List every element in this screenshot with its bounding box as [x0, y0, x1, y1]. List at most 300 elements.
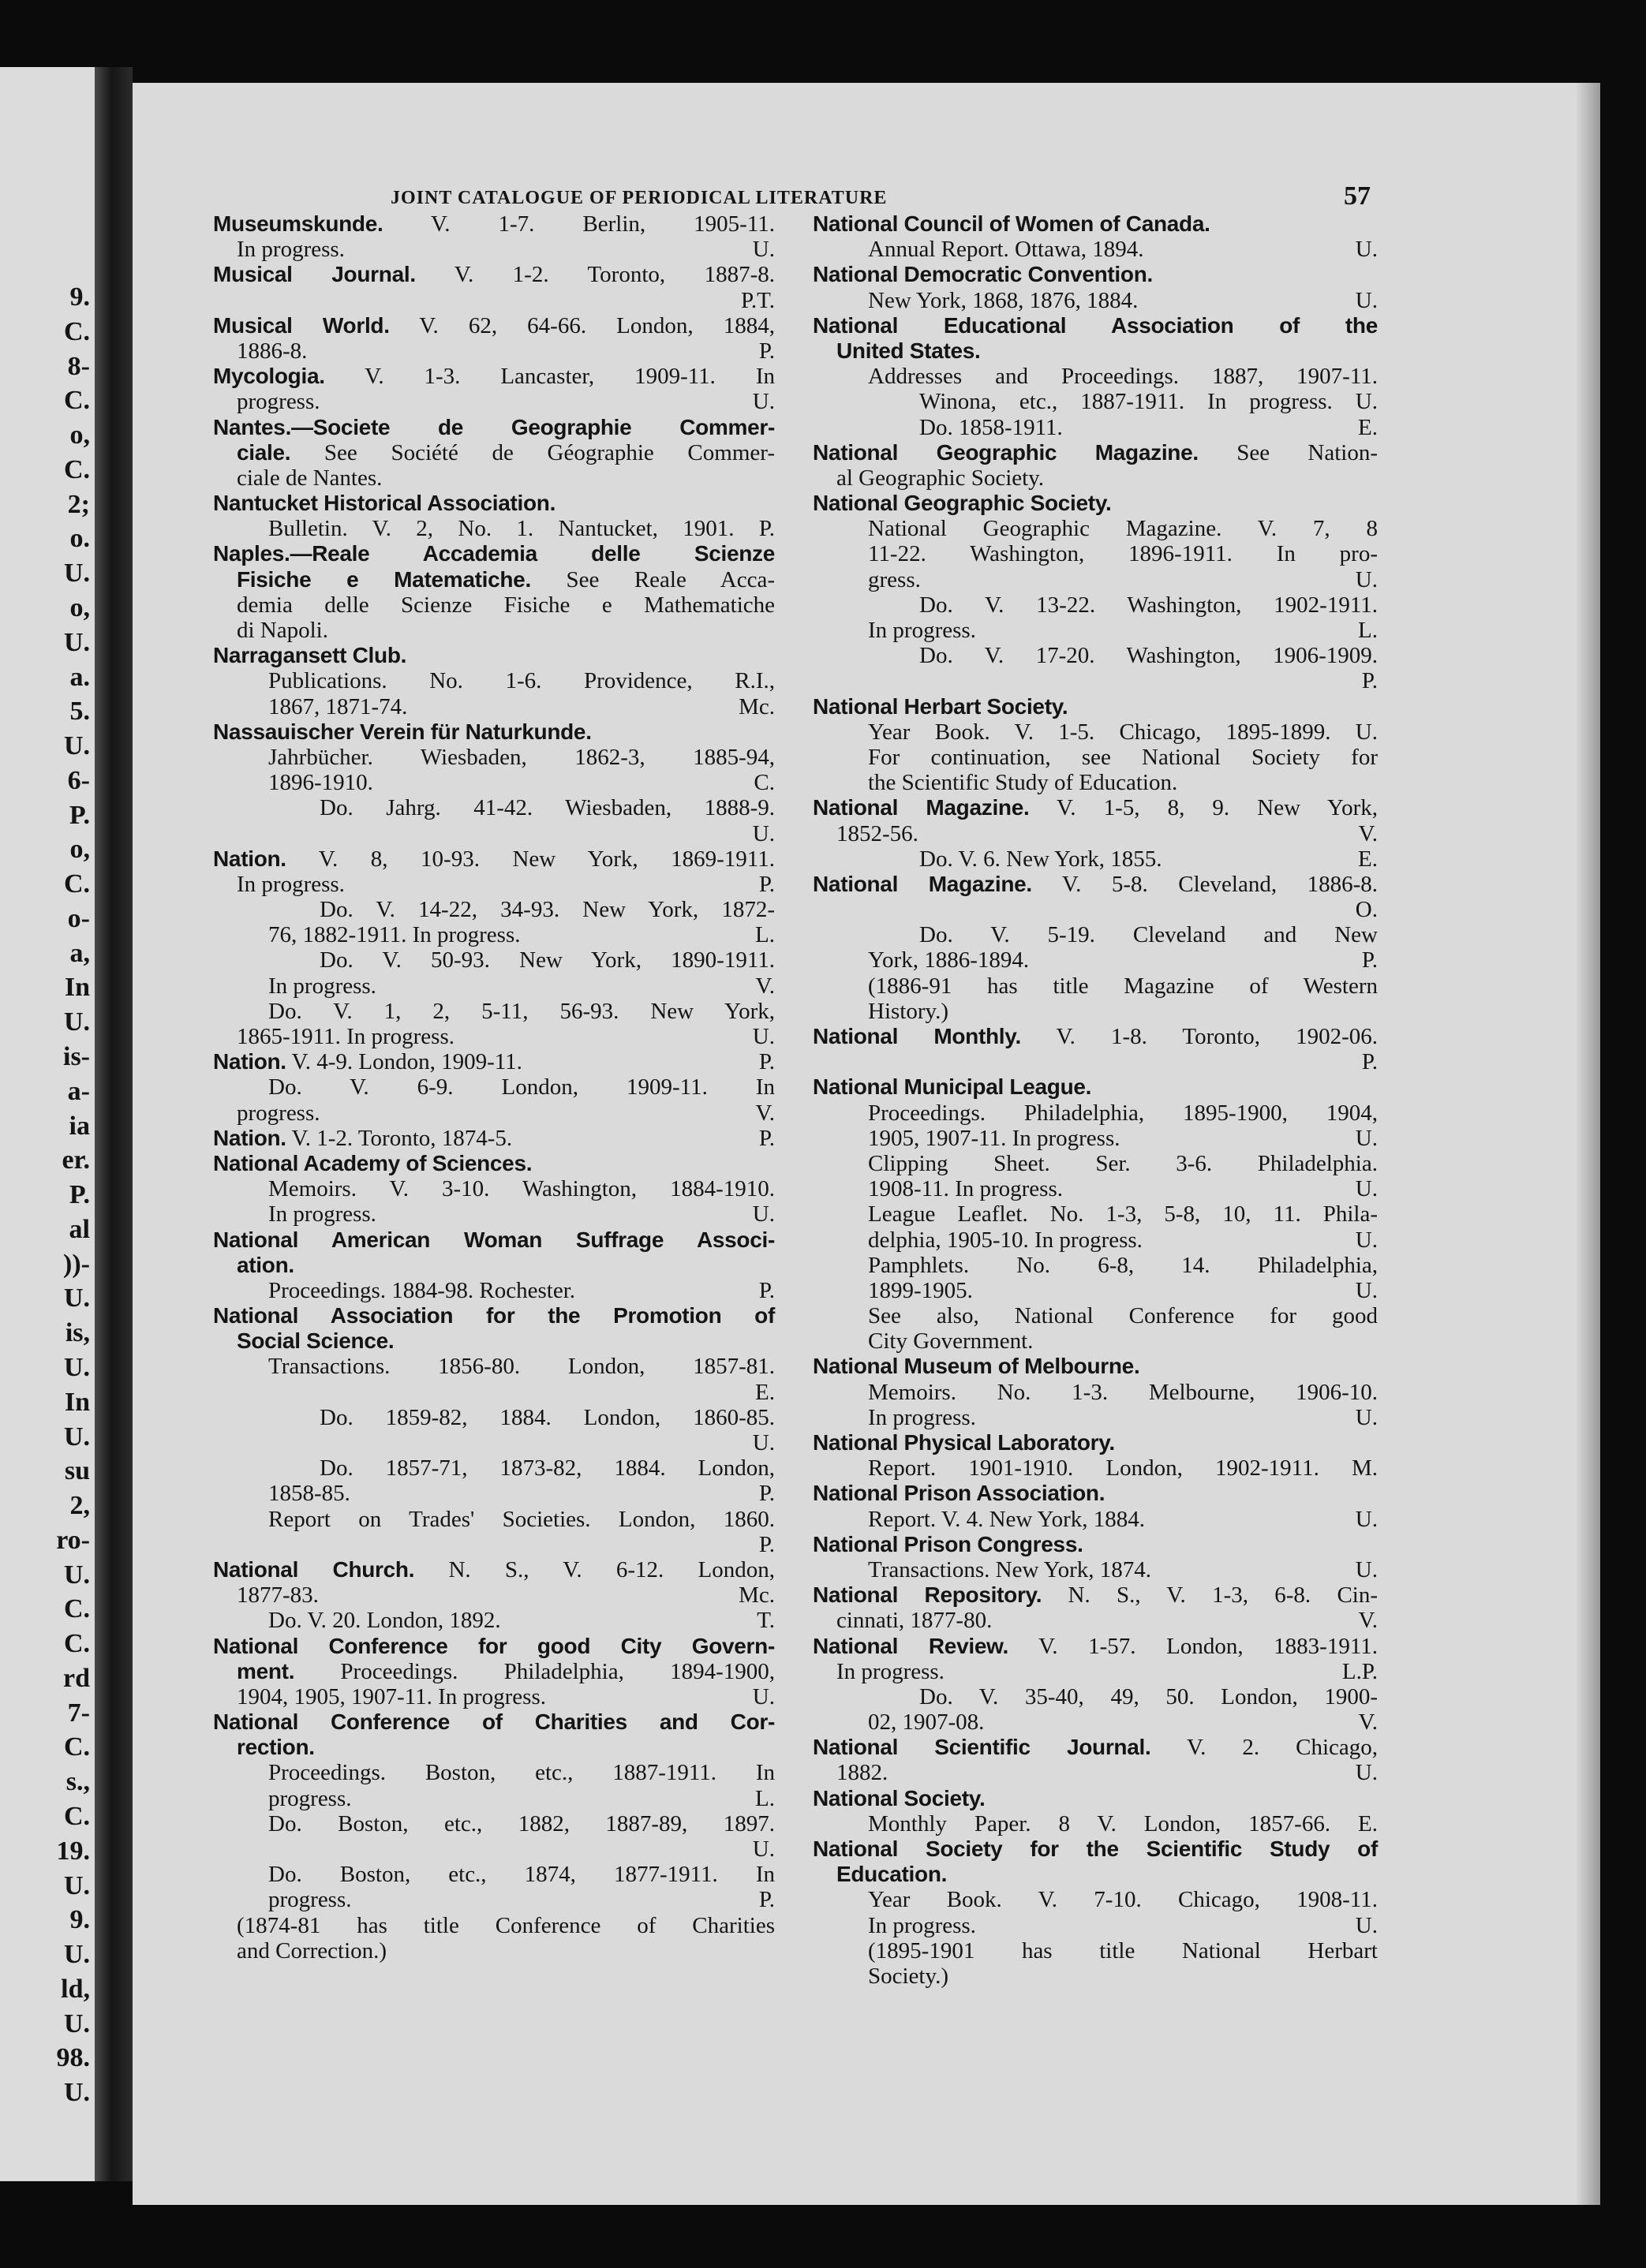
margin-fragment: 2; — [67, 489, 90, 519]
entry-heading: Nation. — [213, 846, 286, 871]
entry-detail: In progress. — [868, 618, 976, 643]
entry-text — [213, 719, 592, 745]
entry-text — [237, 1582, 319, 1608]
entry-detail: York, 1886-1894. — [868, 947, 1030, 973]
entry-detail: Do. V. 35-40, 49, 50. London, 1900- — [919, 1683, 1378, 1709]
entry-detail: 11-22. Washington, 1896-1911. In pro- — [868, 541, 1378, 567]
entry-line — [813, 1278, 1378, 1303]
entry-line — [813, 237, 1378, 262]
entry-line — [213, 491, 775, 516]
entry-line — [213, 1481, 775, 1506]
entry-text — [868, 1507, 1145, 1532]
entry-heading: United States. — [836, 338, 981, 363]
entry-detail: Do. V. 5-19. Cleveland and New — [919, 922, 1378, 948]
library-code: U. — [1355, 1912, 1378, 1938]
entry-detail: 1882. — [836, 1760, 888, 1786]
entry-text — [268, 668, 775, 693]
margin-fragment: U. — [63, 1007, 90, 1037]
entry-line — [813, 1634, 1378, 1659]
entry-text — [868, 1227, 1143, 1253]
entry-line — [813, 288, 1378, 313]
library-code: U. — [752, 1836, 775, 1862]
entry-line — [213, 1507, 775, 1532]
library-code: P.T. — [741, 287, 775, 313]
entry-detail: Jahrbücher. Wiesbaden, 1862-3, 1885-94, — [268, 744, 775, 770]
library-code: L. — [755, 922, 775, 948]
entry-detail: V. 8, 10-93. New York, 1869-1911. — [286, 846, 775, 872]
entry-text — [836, 1760, 888, 1785]
entry-line — [813, 592, 1378, 618]
entry-text — [320, 897, 775, 922]
margin-fragment: o- — [67, 903, 90, 933]
margin-fragment: rd — [63, 1663, 90, 1693]
entry-line — [213, 338, 775, 364]
entry-text — [868, 541, 1378, 566]
entry-detail: Do. V. 1, 2, 5-11, 56-93. New York, — [268, 998, 775, 1024]
entry-line — [813, 516, 1378, 541]
library-code: V. — [1358, 1709, 1378, 1736]
entry-detail: Year Book. V. 7-10. Chicago, 1908-11. — [868, 1887, 1378, 1913]
entry-text — [919, 592, 1378, 618]
entry-line — [213, 1862, 775, 1887]
margin-fragment: U. — [63, 1560, 90, 1590]
entry-text — [868, 516, 1378, 541]
entry-line — [813, 1481, 1378, 1506]
entry-text — [868, 288, 1138, 313]
entry-heading: National Physical Laboratory. — [813, 1430, 1115, 1455]
entry-line — [813, 1709, 1378, 1735]
entry-text — [868, 1303, 1378, 1328]
entry-text — [237, 1684, 546, 1709]
entry-text — [268, 1887, 352, 1912]
entry-text — [213, 541, 775, 566]
entry-detail: V. 1-7. Berlin, 1905-11. — [383, 211, 775, 237]
entry-line — [813, 1354, 1378, 1379]
entry-text — [237, 618, 328, 643]
entry-line — [813, 567, 1378, 592]
entry-text — [237, 338, 307, 364]
library-code: P. — [758, 338, 775, 364]
entry-detail: Report. V. 4. New York, 1884. — [868, 1506, 1145, 1532]
entry-text — [868, 1913, 976, 1938]
entry-detail: In progress. — [237, 237, 345, 263]
entry-line — [213, 947, 775, 973]
entry-heading: Education. — [836, 1862, 948, 1887]
entry-detail: V. 1-2. Toronto, 1874-5. — [286, 1125, 513, 1151]
entry-text — [213, 1303, 775, 1328]
entry-line — [813, 415, 1378, 440]
margin-fragment: 9. — [69, 282, 90, 312]
margin-fragment: o, — [69, 420, 90, 450]
library-code: U. — [1355, 1556, 1378, 1582]
entry-line — [213, 567, 775, 592]
margin-fragment: C. — [63, 316, 90, 346]
entry-text — [237, 592, 775, 618]
entry-heading: National Repository. — [813, 1582, 1042, 1608]
entry-heading: Nation. — [213, 1125, 286, 1150]
library-code: P. — [758, 1481, 775, 1507]
library-code: U. — [1355, 237, 1378, 263]
library-code: U. — [1355, 566, 1378, 592]
entry-detail: New York, 1868, 1876, 1884. — [868, 287, 1139, 313]
entry-line — [213, 1201, 775, 1227]
library-code: U. — [752, 389, 775, 415]
entry-detail: Transactions. 1856-80. London, 1857-81. — [268, 1354, 775, 1380]
margin-fragment: U. — [63, 627, 90, 657]
entry-detail: Addresses and Proceedings. 1887, 1907-11. — [868, 364, 1378, 390]
entry-text — [268, 1760, 775, 1785]
entry-detail: 1904, 1905, 1907-11. In progress. — [237, 1683, 546, 1709]
entry-text — [813, 1786, 985, 1811]
entry-detail: N. S., V. 1-3, 6-8. Cin- — [1042, 1582, 1379, 1609]
entry-text — [320, 795, 775, 820]
entry-detail: Do. V. 13-22. Washington, 1902-1911. — [919, 592, 1378, 618]
margin-fragment: ld, — [61, 1974, 90, 2004]
entry-line — [213, 719, 775, 745]
entry-heading: Social Science. — [237, 1328, 395, 1354]
library-code: L. — [755, 1785, 775, 1811]
entry-line — [213, 389, 775, 414]
entry-heading: Naples.—Reale Accademia delle Scienze — [213, 541, 775, 566]
previous-page-strip — [0, 67, 95, 2181]
entry-text — [836, 338, 981, 364]
entry-text — [868, 770, 1177, 795]
entry-text — [213, 1227, 775, 1253]
entry-line — [813, 1507, 1378, 1532]
entry-heading: National Society. — [813, 1785, 986, 1810]
margin-fragment: 8- — [67, 351, 90, 381]
entry-text — [268, 1278, 575, 1303]
entry-text — [268, 922, 521, 947]
entry-detail: V. 4-9. London, 1909-11. — [286, 1049, 522, 1075]
entry-text — [868, 1253, 1378, 1278]
margin-fragment: 5. — [69, 697, 90, 727]
entry-text — [213, 1634, 775, 1659]
margin-fragment: 7- — [67, 1698, 90, 1728]
library-code: U. — [1355, 287, 1378, 313]
entry-detail: cinnati, 1877-80. — [836, 1608, 993, 1634]
entry-heading: National Magazine. — [813, 795, 1030, 820]
margin-fragment: a. — [69, 662, 90, 692]
entry-detail: Proceedings. Philadelphia, 1894-1900, — [294, 1658, 775, 1684]
margin-fragment: U. — [63, 1870, 90, 1900]
entry-line — [213, 237, 775, 262]
margin-fragment: o, — [69, 592, 90, 622]
library-code: U. — [1355, 1506, 1378, 1532]
entry-line — [813, 1862, 1378, 1887]
library-code: P. — [1361, 668, 1378, 694]
entry-line — [813, 770, 1378, 795]
entry-line — [813, 668, 1378, 693]
entry-text — [836, 821, 918, 846]
margin-fragment: C. — [63, 1802, 90, 1832]
entry-text — [268, 1811, 775, 1836]
entry-text — [919, 415, 1063, 440]
entry-detail: See also, National Conference for good — [868, 1303, 1378, 1329]
entry-line — [213, 668, 775, 693]
entry-line — [813, 846, 1378, 872]
entry-line — [213, 288, 775, 313]
entry-line — [813, 1455, 1378, 1481]
entry-line — [813, 313, 1378, 338]
entry-line — [213, 1557, 775, 1582]
entry-line — [813, 922, 1378, 947]
entry-heading: Museumskunde. — [213, 211, 383, 236]
entry-line — [813, 694, 1378, 719]
entry-line — [813, 947, 1378, 973]
entry-text — [813, 872, 1378, 897]
entry-detail: (1886-91 has title Magazine of Western — [868, 973, 1378, 999]
entry-detail: Society.) — [868, 1963, 949, 1989]
entry-text — [813, 1735, 1378, 1760]
entry-text — [868, 1938, 1378, 1963]
library-code: V. — [755, 973, 775, 999]
library-code: U. — [1355, 1176, 1378, 1202]
entry-heading: Mycologia. — [213, 364, 325, 389]
entry-detail: Year Book. V. 1-5. Chicago, 1895-1899. U. — [868, 719, 1378, 745]
entry-detail: progress. — [268, 1887, 352, 1913]
entry-heading: National Society for the Scientific Study of — [813, 1836, 1378, 1861]
entry-text — [268, 770, 373, 795]
entry-detail: Bulletin. V. 2, No. 1. Nantucket, 1901. P. — [268, 516, 775, 542]
entry-detail: 1852-56. — [836, 820, 918, 846]
entry-text — [213, 491, 556, 516]
entry-text — [268, 999, 775, 1024]
entry-text — [320, 947, 775, 973]
entry-heading: Fisiche e Matematiche. — [237, 566, 531, 592]
entry-line — [213, 1253, 775, 1278]
entry-detail: For continuation, see National Society for — [868, 744, 1378, 770]
entry-line — [813, 262, 1378, 287]
entry-line — [213, 1887, 775, 1912]
margin-fragment: U. — [63, 1422, 90, 1452]
entry-heading: National Prison Congress. — [813, 1531, 1083, 1556]
entry-text — [836, 1862, 947, 1887]
entry-detail: Do. 1857-71, 1873-82, 1884. London, — [320, 1455, 775, 1481]
entry-text — [237, 1328, 394, 1354]
margin-fragment: C. — [63, 454, 90, 484]
margin-fragment: a- — [67, 1076, 90, 1106]
entry-text — [213, 262, 775, 287]
entry-line — [213, 592, 775, 618]
entry-line — [813, 1253, 1378, 1278]
library-code: P. — [758, 1125, 775, 1151]
entry-heading: National Monthly. — [813, 1024, 1021, 1048]
margin-fragment: C. — [63, 1732, 90, 1762]
entry-line — [213, 262, 775, 287]
entry-detail: Pamphlets. No. 6-8, 14. Philadelphia, — [868, 1252, 1378, 1278]
library-code: U. — [1355, 1277, 1378, 1303]
entry-line — [813, 821, 1378, 846]
entry-detail: Do. 1858-1911. — [919, 414, 1063, 440]
entry-text — [237, 1659, 775, 1684]
entry-text — [213, 1557, 775, 1582]
entry-line — [213, 1684, 775, 1709]
entry-line — [813, 1532, 1378, 1557]
entry-detail: and Correction.) — [237, 1937, 387, 1963]
library-code: V. — [755, 1100, 775, 1126]
entry-text — [868, 1126, 1120, 1151]
entry-line — [213, 1786, 775, 1811]
margin-fragment: o. — [69, 524, 90, 554]
entry-heading: National Academy of Sciences. — [213, 1150, 533, 1175]
library-code: U. — [1355, 1227, 1378, 1253]
running-header: JOINT CATALOGUE OF PERIODICAL LITERATURE — [391, 188, 888, 208]
entry-line — [213, 1303, 775, 1328]
entry-line — [813, 1938, 1378, 1963]
entry-line — [213, 313, 775, 338]
entry-text — [213, 364, 775, 389]
entry-heading: National Conference of Charities and Cor- — [213, 1709, 775, 1735]
entry-detail: al Geographic Society. — [836, 465, 1045, 491]
entry-text — [813, 211, 1210, 237]
entry-detail: Do. V. 50-93. New York, 1890-1911. — [320, 947, 775, 973]
entry-line — [213, 1709, 775, 1735]
entry-line — [813, 1100, 1378, 1126]
margin-fragment: U. — [63, 731, 90, 761]
entry-text — [213, 313, 775, 338]
entry-line — [813, 1074, 1378, 1100]
entry-heading: National Herbart Society. — [813, 693, 1068, 719]
entry-detail: Do. V. 20. London, 1892. — [268, 1608, 501, 1634]
entry-line — [213, 516, 775, 541]
margin-fragment: er. — [62, 1145, 90, 1175]
library-code: P. — [758, 1277, 775, 1303]
entry-heading: ment. — [237, 1658, 295, 1683]
library-code: U. — [752, 1201, 775, 1227]
entry-text — [919, 1684, 1378, 1709]
entry-text — [836, 465, 1044, 491]
margin-fragment: 98. — [56, 2043, 90, 2073]
margin-fragment: C. — [63, 1629, 90, 1659]
margin-fragment: 6- — [67, 765, 90, 795]
entry-text — [237, 440, 775, 465]
entry-line — [213, 1735, 775, 1760]
margin-fragment: In — [64, 1387, 90, 1417]
entry-line — [213, 364, 775, 389]
entry-line — [813, 1380, 1378, 1405]
entry-text — [813, 313, 1378, 338]
margin-fragment: U. — [63, 1352, 90, 1382]
entry-line — [813, 719, 1378, 745]
entry-text — [237, 1913, 775, 1938]
margin-fragment: o, — [69, 835, 90, 865]
entry-text — [836, 1608, 992, 1633]
entry-line — [213, 1024, 775, 1049]
library-code: L. — [1358, 618, 1378, 643]
entry-heading: ciale. — [237, 439, 291, 465]
entry-line — [813, 1786, 1378, 1811]
entry-detail: gress. — [868, 566, 921, 592]
entry-detail: Do. V. 14-22, 34-93. New York, 1872- — [320, 897, 775, 923]
entry-heading: Narragansett Club. — [213, 643, 407, 668]
entry-text — [213, 211, 775, 237]
entry-heading: Musical Journal. — [213, 262, 416, 287]
entry-line — [813, 973, 1378, 999]
entry-text — [268, 1354, 775, 1379]
entry-line — [213, 1836, 775, 1862]
entry-text — [868, 567, 921, 592]
entry-line — [213, 846, 775, 872]
entry-text — [237, 1735, 315, 1760]
library-code: E. — [1358, 846, 1378, 872]
entry-line — [813, 795, 1378, 820]
margin-fragment: C. — [63, 1594, 90, 1624]
entry-detail: the Scientific Study of Education. — [868, 770, 1178, 796]
entry-detail: progress. — [237, 389, 320, 415]
entry-detail: In progress. — [268, 1201, 376, 1227]
entry-line — [213, 1430, 775, 1455]
entry-text — [268, 1481, 350, 1506]
entry-heading: Nantes.—Societe de Geographie Commer- — [213, 414, 775, 439]
entry-detail: History.) — [868, 998, 949, 1024]
entry-line — [813, 1684, 1378, 1709]
entry-line — [813, 1176, 1378, 1201]
entry-heading: National Geographic Magazine. — [813, 439, 1199, 465]
library-code: L.P. — [1341, 1658, 1378, 1684]
entry-line — [213, 1532, 775, 1557]
margin-fragment: P. — [69, 800, 90, 830]
entry-detail: Do. V. 6-9. London, 1909-11. In — [268, 1074, 775, 1100]
entry-line — [813, 1659, 1378, 1684]
entry-line — [813, 1151, 1378, 1176]
entry-heading: National Association for the Promotion of — [213, 1303, 775, 1328]
entry-line — [213, 1151, 775, 1176]
entry-heading: National Educational Association of the — [813, 312, 1378, 338]
library-code: P. — [1361, 947, 1378, 973]
entry-line — [813, 1963, 1378, 1989]
entry-text — [868, 1405, 976, 1430]
margin-fragment: 9. — [69, 1905, 90, 1935]
entry-line — [213, 541, 775, 566]
entry-line — [213, 872, 775, 897]
margin-fragment: U. — [63, 2078, 90, 2108]
entry-detail: See Nation- — [1198, 439, 1378, 465]
entry-line — [813, 1405, 1378, 1430]
entry-line — [213, 1328, 775, 1354]
entry-text — [213, 1709, 775, 1735]
page-number: 57 — [1344, 181, 1371, 211]
entry-detail: progress. — [237, 1100, 320, 1126]
entry-detail: See Société de Géographie Commer- — [290, 439, 775, 465]
entry-text — [268, 973, 376, 999]
entry-text — [868, 745, 1378, 770]
entry-text — [268, 1862, 775, 1887]
entry-line — [813, 897, 1378, 922]
margin-fragment: is- — [63, 1042, 90, 1072]
entry-text — [868, 1811, 1378, 1836]
entry-line — [213, 1049, 775, 1074]
library-code: P. — [758, 1887, 775, 1913]
entry-text — [919, 846, 1162, 872]
entry-heading: National Conference for good City Govern- — [213, 1633, 775, 1658]
entry-text — [213, 1126, 512, 1151]
entry-detail: See Reale Acca- — [530, 566, 775, 592]
margin-fragment: C. — [63, 386, 90, 416]
entry-detail: Do. V. 6. New York, 1855. — [919, 846, 1162, 872]
entry-text — [813, 440, 1378, 465]
library-code: P. — [758, 1531, 775, 1557]
entry-detail: Proceedings. Philadelphia, 1895-1900, 1904, — [868, 1100, 1378, 1126]
entry-line — [813, 1126, 1378, 1151]
entry-text — [813, 491, 1112, 516]
entry-detail: 1877-83. — [237, 1582, 319, 1609]
entry-line — [213, 1126, 775, 1151]
entry-text — [268, 1608, 501, 1633]
entry-detail: 1867, 1871-74. — [268, 693, 408, 719]
entry-text — [868, 1151, 1378, 1176]
library-code: O. — [1355, 897, 1378, 923]
